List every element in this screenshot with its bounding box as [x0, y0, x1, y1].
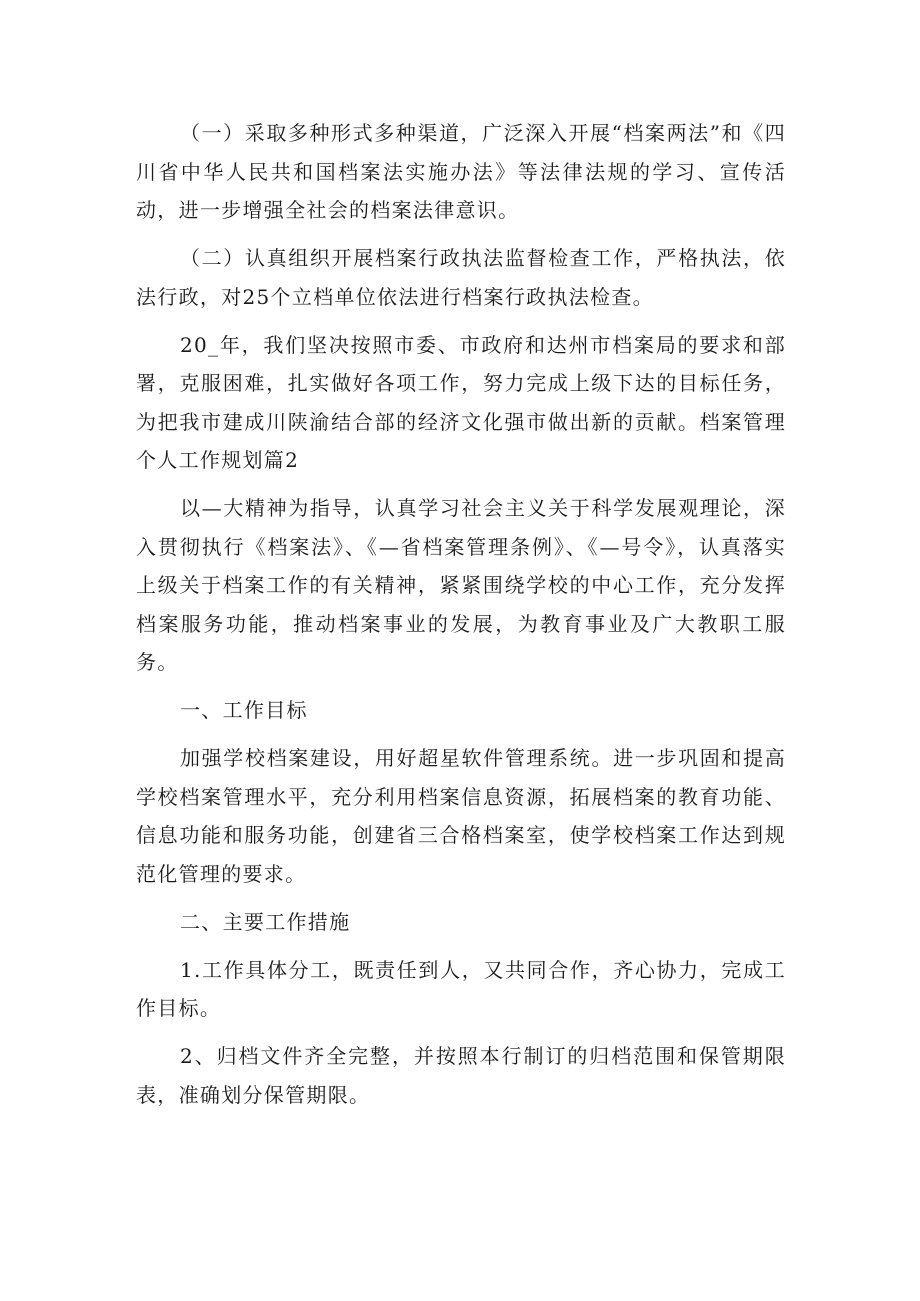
paragraph-8: 1.工作具体分工，既责任到人，又共同合作，齐心协力，完成工作目标。: [136, 957, 786, 1020]
paragraph-9: 2、归档文件齐全完整，并按照本行制订的归档范围和保管期限表，准确划分保管期限。: [136, 1044, 786, 1107]
paragraph-3: 20_年，我们坚决按照市委、市政府和达州市档案局的要求和部署，克服困难，扎实做好各项工作，努力完成上级下达的目标任务，为把我市建成川陕渝结合部的经济文化强市做出新的贡献。档案管理个人工作规划篇2: [136, 332, 786, 472]
paragraph-6: 加强学校档案建设，用好超星软件管理系统。进一步巩固和提高学校档案管理水平，充分利用档案信息资源，拓展档案的教育功能、信息功能和服务功能，创建省三合格档案室，使学校档案工作达到规范化管理的要求。: [136, 746, 786, 886]
section-heading-measures: 二、主要工作措施: [180, 909, 351, 934]
paragraph-1: （一）采取多种形式多种渠道，广泛深入开展“档案两法”和《四川省中华人民共和国档案法实施办法》等法律法规的学习、宣传活动，进一步增强全社会的档案法律意识。: [136, 121, 786, 222]
paragraph-4: 以—大精神为指导，认真学习社会主义关于科学发展观理论，深入贯彻执行《档案法》、《—省档案管理条例》、《—号令》，认真落实上级关于档案工作的有关精神，紧紧围绕学校的中心工作，充分发挥档案服务功能，推动档案事业的发展，为教育事业及广大教职工服务。: [136, 496, 786, 674]
section-heading-goals: 一、工作目标: [180, 698, 308, 722]
document-body: [136, 114, 786, 1124]
paragraph-2: （二）认真组织开展档案行政执法监督检查工作，严格执法，依法行政，对25个立档单位依法进行档案行政执法检查。: [136, 246, 786, 309]
